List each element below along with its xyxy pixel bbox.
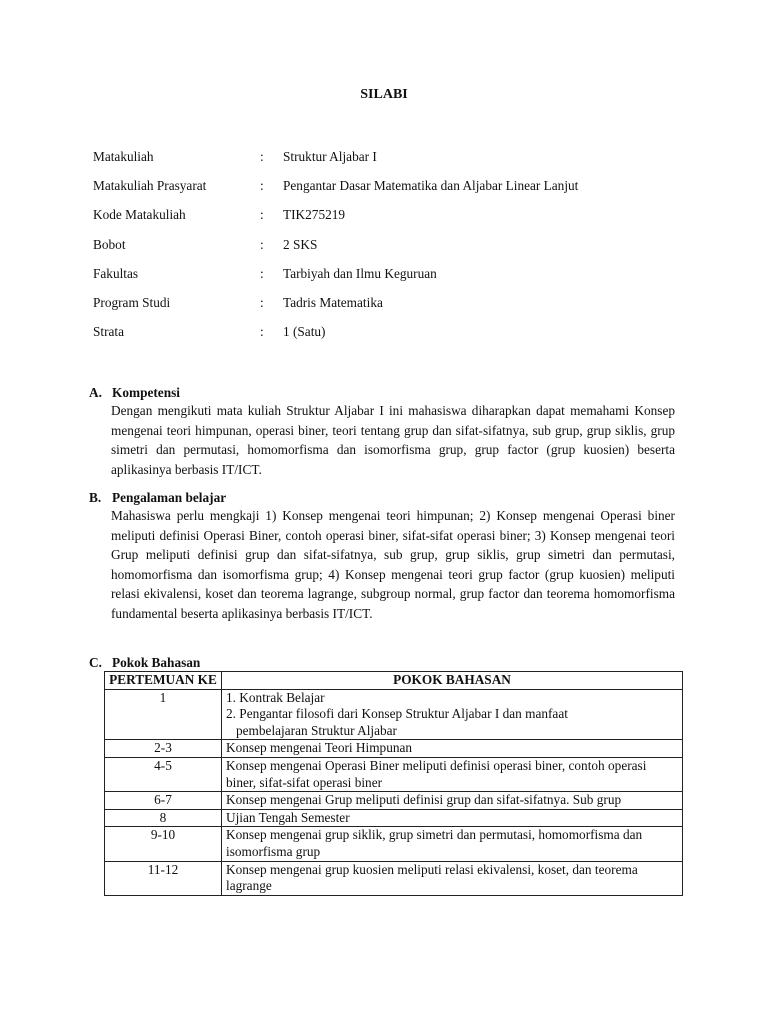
table-row [105, 740, 683, 758]
section-kompetensi [89, 384, 675, 479]
document-title: SILABI [360, 87, 408, 102]
pertemuan-cell: 1 [105, 689, 222, 740]
info-separator: : [260, 207, 264, 223]
pokok-bahasan-cell: Konsep mengenai Teori Himpunan [222, 740, 683, 758]
info-separator: : [260, 324, 264, 340]
info-value: 2 SKS [283, 236, 318, 252]
pokok-bahasan-cell: Konsep mengenai grup kuosien meliputi relasi ekivalensi, koset, dan teorema lagrange [222, 861, 683, 895]
table-row [105, 689, 683, 740]
table-row [105, 861, 683, 895]
section-letter: C. [89, 655, 102, 670]
section-pengalaman-belajar [89, 489, 675, 624]
table-row [105, 809, 683, 827]
topic-line: 1. Kontrak Belajar [226, 689, 325, 705]
info-label: Program Studi [93, 294, 171, 310]
info-row-kode [93, 205, 693, 234]
section-title: Kompetensi [112, 385, 180, 400]
info-value: Tadris Matematika [283, 294, 383, 310]
section-heading [89, 384, 675, 401]
topic-line: 2. Pengantar filosofi dari Konsep Struktur Aljabar I dan manfaat [226, 706, 568, 722]
info-label: Matakuliah [93, 149, 154, 164]
info-value: Tarbiyah dan Ilmu Keguruan [283, 265, 437, 281]
section-letter: B. [89, 490, 102, 505]
header-pertemuan: PERTEMUAN KE [105, 672, 222, 690]
table-header-row [105, 672, 683, 690]
info-value: 1 (Satu) [283, 324, 326, 340]
info-separator: : [260, 178, 264, 194]
info-value: Pengantar Dasar Matematika dan Aljabar Linear Lanjut [283, 178, 579, 194]
table-row [105, 757, 683, 791]
info-label: Matakuliah Prasyarat [93, 178, 207, 194]
info-separator: : [260, 294, 264, 310]
section-pokok-bahasan [89, 654, 675, 671]
info-row-matakuliah [93, 147, 693, 176]
info-label: Strata [93, 324, 125, 340]
section-letter: A. [89, 385, 102, 400]
info-label: Bobot [93, 236, 126, 252]
header-pokok-bahasan: POKOK BAHASAN [222, 672, 683, 690]
pokok-bahasan-cell: Konsep mengenai Grup meliputi definisi grup dan sifat-sifatnya. Sub grup [222, 792, 683, 810]
info-row-prodi [93, 293, 693, 322]
section-title: Pokok Bahasan [112, 655, 201, 670]
info-separator: : [260, 265, 264, 281]
pertemuan-cell: 6-7 [105, 792, 222, 810]
info-value: Struktur Aljabar I [283, 149, 377, 164]
pertemuan-cell: 4-5 [105, 757, 222, 791]
pertemuan-cell: 11-12 [105, 861, 222, 895]
info-row-bobot [93, 235, 693, 264]
info-label: Fakultas [93, 265, 139, 281]
info-row-prasyarat [93, 176, 693, 205]
pokok-bahasan-table [104, 671, 683, 896]
pokok-bahasan-cell: Konsep mengenai Operasi Biner meliputi definisi operasi biner, contoh operasi biner, sifat-sifat operasi biner [222, 757, 683, 791]
course-info [93, 147, 693, 351]
info-separator: : [260, 149, 264, 164]
info-label: Kode Matakuliah [93, 207, 186, 223]
info-row-fakultas [93, 264, 693, 293]
info-separator: : [260, 236, 264, 252]
section-heading [89, 654, 675, 671]
pokok-bahasan-cell: Konsep mengenai grup siklik, grup simetri dan permutasi, homomorfisma dan isomorfisma grup [222, 827, 683, 861]
section-body: Dengan mengikuti mata kuliah Struktur Aljabar I ini mahasiswa diharapkan dapat memahami Konsep mengenai teori himpunan, operasi biner, teori tentang grup dan sifat-sifatnya, sub grup, grup siklis, grup simetri dan permutasi, homomorfisma dan isomorfisma grup, grup factor (grup kuosien) beserta aplikasinya berbasis IT/ICT. [111, 403, 675, 477]
table-row [105, 792, 683, 810]
table-row [105, 827, 683, 861]
pokok-bahasan-cell: Ujian Tengah Semester [222, 809, 683, 827]
pokok-bahasan-cell [222, 689, 683, 740]
pertemuan-cell: 2-3 [105, 740, 222, 758]
section-body: Mahasiswa perlu mengkaji 1) Konsep mengenai teori himpunan; 2) Konsep mengenai Operasi biner meliputi definisi Operasi Biner, contoh operasi biner, sifat-sifat operasi biner; 3) Konsep mengenai teori Grup meliputi definisi grup dan sifat-sifatnya, sub grup, grup siklis, grup simetri dan permutasi, homomorfisma dan isomorfisma grup; 4) Konsep mengenai teori grup factor (grup kuosien) meliputi relasi ekivalensi, koset dan teorema lagrange, subgroup normal, grup factor dan teorema homomorfisma fundamental beserta aplikasinya berbasis IT/ICT. [111, 508, 675, 621]
pertemuan-cell: 8 [105, 809, 222, 827]
section-heading [89, 489, 675, 506]
section-title: Pengalaman belajar [112, 490, 227, 505]
pertemuan-cell: 9-10 [105, 827, 222, 861]
info-value: TIK275219 [283, 207, 346, 223]
topic-line: pembelajaran Struktur Aljabar [236, 722, 397, 738]
info-row-strata [93, 322, 693, 351]
